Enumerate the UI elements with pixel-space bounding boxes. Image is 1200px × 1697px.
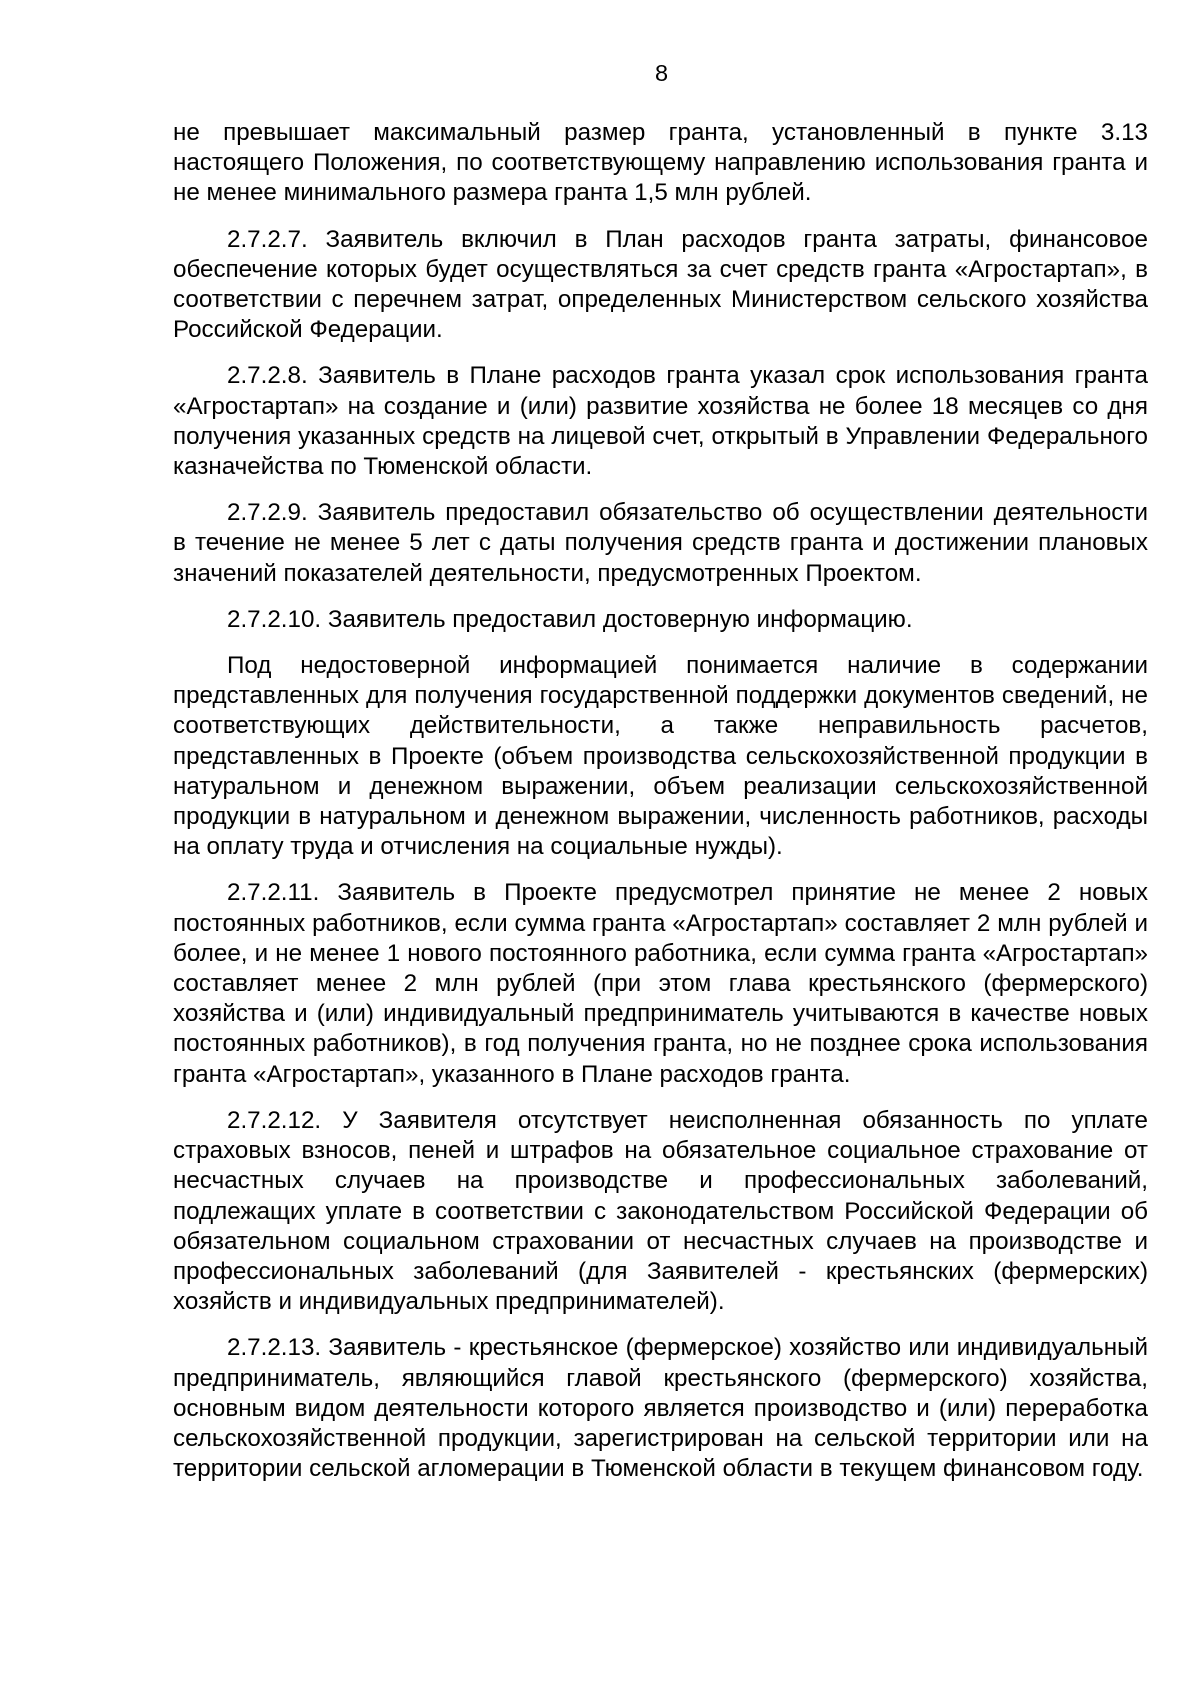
paragraph-2-7-2-9: 2.7.2.9. Заявитель предоставил обязательство об осуществлении деятельности в течение не менее 5 лет с даты получения средств гранта и достижении плановых значений показателей деятельности, предусмотренных Проектом. — [173, 499, 1148, 587]
paragraph-2-7-2-8: 2.7.2.8. Заявитель в Плане расходов гранта указал срок использования гранта «Агростартап» на создание и (или) развитие хозяйства не более 18 месяцев со дня получения указанных средств на лицевой счет, открытый в Управлении Федерального казначейства по Тюменской области. — [173, 362, 1148, 481]
paragraph-2-7-2-10: 2.7.2.10. Заявитель предоставил достоверную информацию. — [227, 605, 913, 633]
page-number: 8 — [654, 60, 669, 86]
paragraph-2-7-2-7: 2.7.2.7. Заявитель включил в План расходов гранта затраты, финансовое обеспечение которых будет осуществляться за счет средств гранта «Агростартап», в соответствии с перечнем затрат, определенных Министерством сельского хозяйства Российской Федерации. — [173, 225, 1148, 344]
paragraph-2-7-2-11: 2.7.2.11. Заявитель в Проекте предусмотрел принятие не менее 2 новых постоянных работников, если сумма гранта «Агростартап» составляет 2 млн рублей и более, и не менее 1 нового постоянного работника, если сумма гранта «Агростартап» составляет менее 2 млн рублей (при этом глава крестьянского (фермерского) хозяйства и (или) индивидуальный предприниматель учитываются в качестве новых постоянных работников), в год получения гранта, но не позднее срока использования гранта «Агростартап», указанного в Плане расходов гранта. — [173, 879, 1148, 1088]
paragraph-2-7-2-12: 2.7.2.12. У Заявителя отсутствует неисполненная обязанность по уплате страховых взносов, пеней и штрафов на обязательное социальное страхование от несчастных случаев на производстве и профессиональных заболеваний, подлежащих уплате в соответствии с законодательством Российской Федерации об обязательном социальном страховании от несчастных случаев на производстве и профессиональных заболеваний (для Заявителей - крестьянских (фермерских) хозяйств и индивидуальных предпринимателей). — [173, 1106, 1148, 1316]
paragraph-unreliable-info-definition: Под недостоверной информацией понимается наличие в содержании представленных для получения государственной поддержки документов сведений, не соответствующих действительности, а также неправильность расчетов, представленных в Проекте (объем производства сельскохозяйственной продукции в натуральном и денежном выражении, объем реализации сельскохозяйственной продукции в натуральном и денежном выражении, численность работников, расходы на оплату труда и отчисления на социальные нужды). — [173, 652, 1148, 861]
paragraph-continuation: не превышает максимальный размер гранта, установленный в пункте 3.13 настоящего Положения, по соответствующему направлению использования гранта и не менее минимального размера гранта 1,5 млн рублей. — [173, 119, 1148, 207]
document-body — [173, 118, 1148, 1484]
paragraph-2-7-2-13: 2.7.2.13. Заявитель - крестьянское (фермерское) хозяйство или индивидуальный предприниматель, являющийся главой крестьянского (фермерского) хозяйства, основным видом деятельности которого является производство и (или) переработка сельскохозяйственной продукции, зарегистрирован на сельской территории или на территории сельской агломерации в Тюменской области в текущем финансовом году. — [173, 1334, 1148, 1483]
